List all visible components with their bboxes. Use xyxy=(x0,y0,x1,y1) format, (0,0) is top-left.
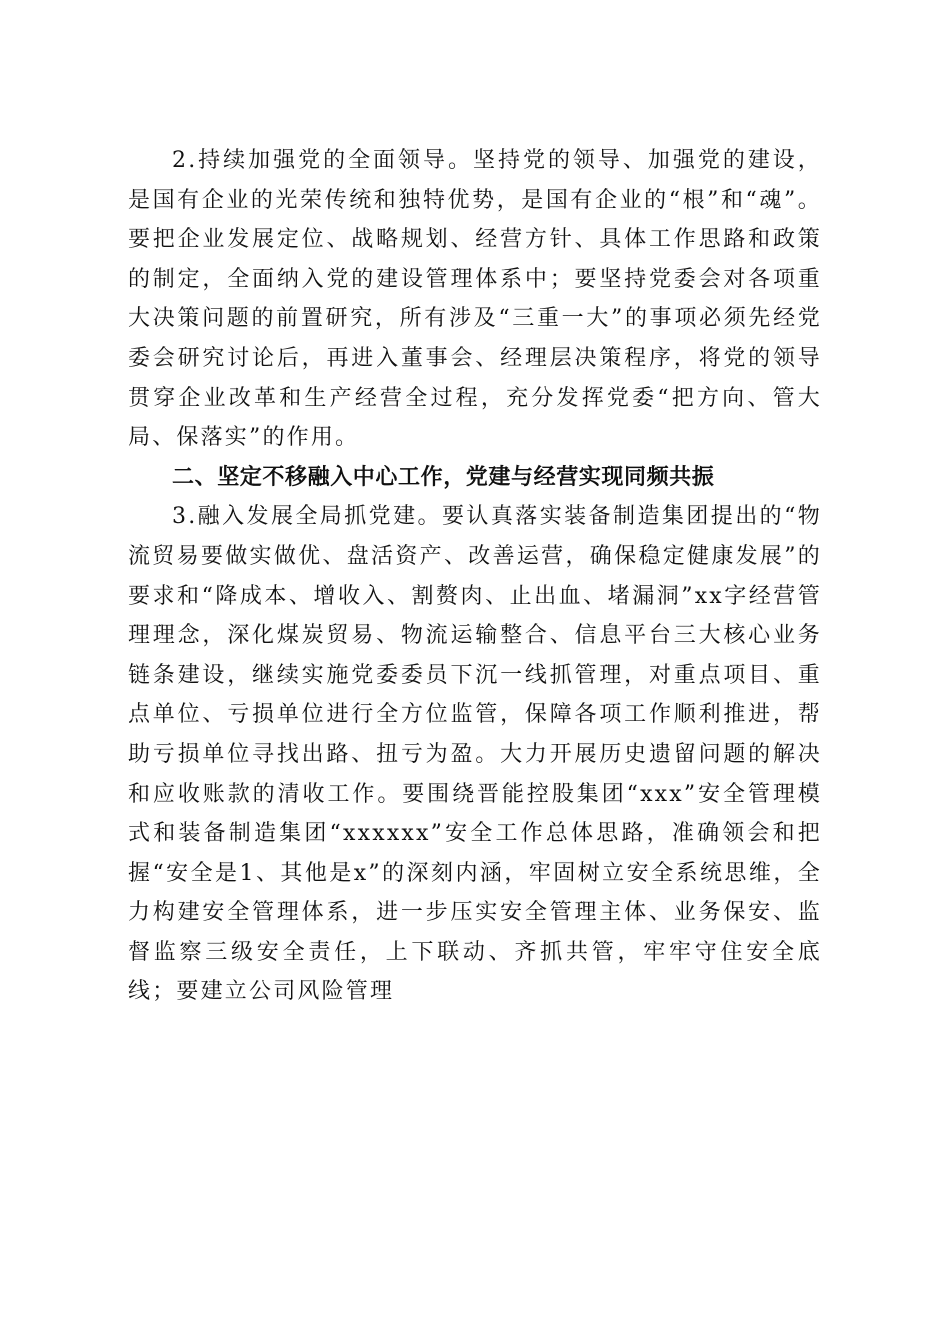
document-body xyxy=(128,141,822,1012)
paragraph-2: 2.持续加强党的全面领导。坚持党的领导、加强党的建设，是国有企业的光荣传统和独特优势，是国有企业的“根”和“魂”。要把企业发展定位、战略规划、经营方针、具体工作思路和政策的制定，全面纳入党的建设管理体系中；要坚持党委会对各项重大决策问题的前置研究，所有涉及“三重一大”的事项必须先经党委会研究讨论后，再进入董事会、经理层决策程序，将党的领导贯穿企业改革和生产经营全过程，充分发挥党委“把方向、管大局、保落实”的作用。 xyxy=(128,148,822,451)
paragraph-3: 3.融入发展全局抓党建。要认真落实装备制造集团提出的“物流贸易要做实做优、盘活资产、改善运营，确保稳定健康发展”的要求和“降成本、增收入、割赘肉、止出血、堵漏洞”xx字经营管理理念，深化煤炭贸易、物流运输整合、信息平台三大核心业务链条建设，继续实施党委委员下沉一线抓管理，对重点项目、重点单位、亏损单位进行全方位监管，保障各项工作顺利推进，帮助亏损单位寻找出路、扭亏为盈。大力开展历史遗留问题的解决和应收账款的清收工作。要围绕晋能控股集团“xxx”安全管理模式和装备制造集团“xxxxxx”安全工作总体思路，准确领会和把握“安全是1、其他是x”的深刻内涵，牢固树立安全系统思维，全力构建安全管理体系，进一步压实安全管理主体、业务保安、监督监察三级安全责任，上下联动、齐抓共管，牢牢守住安全底线；要建立公司风险管理 xyxy=(128,504,822,1005)
section-heading: 二、坚定不移融入中心工作，党建与经营实现同频共振 xyxy=(172,464,715,490)
